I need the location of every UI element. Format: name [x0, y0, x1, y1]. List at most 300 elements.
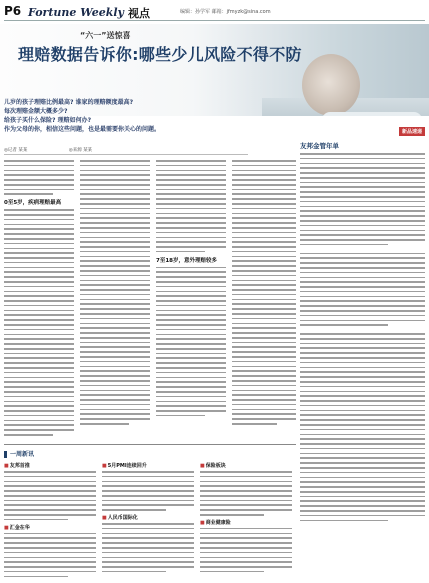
text-line	[300, 262, 425, 264]
text-line	[156, 367, 226, 369]
text-line	[200, 481, 292, 483]
text-line	[300, 371, 425, 373]
text-line	[4, 338, 74, 340]
text-line	[4, 367, 74, 369]
text-line	[80, 184, 150, 186]
text-line	[300, 215, 425, 217]
text-line	[80, 208, 150, 210]
text-line	[232, 280, 296, 282]
header-divider	[4, 20, 425, 21]
text-line	[4, 324, 74, 326]
text-line	[300, 158, 425, 160]
text-line	[232, 203, 296, 205]
text-line	[300, 177, 425, 179]
text-line	[4, 214, 74, 216]
text-line	[232, 342, 296, 344]
text-line	[300, 481, 425, 483]
text-line	[300, 362, 425, 364]
body-column-2	[80, 160, 150, 428]
text-line	[102, 481, 194, 483]
text-line	[300, 443, 425, 445]
text-line	[300, 520, 388, 522]
text-line	[80, 237, 150, 239]
text-line	[156, 415, 205, 417]
text-line	[80, 390, 150, 392]
text-line	[4, 576, 68, 578]
text-line	[156, 410, 226, 412]
text-line	[232, 327, 296, 329]
text-line	[300, 457, 425, 459]
text-line	[232, 423, 277, 425]
text-line	[300, 500, 425, 502]
text-line	[4, 189, 74, 191]
bottom-divider	[4, 444, 296, 445]
text-line	[156, 391, 226, 393]
text-line	[300, 410, 425, 412]
text-line	[232, 174, 296, 176]
text-line	[232, 227, 296, 229]
text-line	[200, 504, 292, 506]
text-line	[4, 514, 96, 516]
byline-divider	[4, 154, 248, 155]
text-line	[156, 314, 226, 316]
text-line	[4, 248, 74, 250]
text-line	[300, 234, 425, 236]
text-line	[232, 213, 296, 215]
text-line	[102, 476, 194, 478]
text-line	[4, 566, 96, 568]
bottom-column-2	[102, 460, 194, 576]
text-line	[300, 424, 425, 426]
text-line	[300, 352, 425, 354]
text-line	[4, 420, 74, 422]
text-line	[300, 310, 425, 312]
text-line	[4, 291, 74, 293]
text-line	[156, 305, 226, 307]
text-line	[300, 286, 425, 288]
text-line	[232, 346, 296, 348]
intro-line: 每次理赔金额大概多少?	[4, 108, 68, 115]
text-line	[200, 500, 292, 502]
text-line	[232, 375, 296, 377]
text-line	[4, 490, 96, 492]
text-line	[300, 434, 425, 436]
text-line	[300, 347, 425, 349]
text-line	[300, 191, 425, 193]
text-line	[156, 281, 226, 283]
body-column-3	[156, 160, 226, 420]
text-line	[300, 296, 425, 298]
text-line	[4, 571, 96, 573]
text-line	[4, 174, 74, 176]
text-line	[156, 170, 226, 172]
text-line	[80, 394, 150, 396]
text-line	[300, 438, 425, 440]
text-line	[80, 170, 150, 172]
text-line	[300, 305, 425, 307]
text-line	[80, 203, 150, 205]
text-line	[200, 571, 264, 573]
text-line	[156, 396, 226, 398]
text-line	[200, 547, 292, 549]
text-line	[102, 485, 194, 487]
text-line	[80, 327, 150, 329]
text-line	[4, 429, 74, 431]
text-line	[200, 495, 292, 497]
text-line	[4, 252, 74, 254]
text-line	[80, 189, 150, 191]
text-line	[4, 228, 74, 230]
text-line	[156, 267, 226, 269]
text-line	[80, 222, 150, 224]
text-line	[4, 537, 96, 539]
text-line	[4, 184, 74, 186]
text-line	[200, 476, 292, 478]
sidebar	[300, 118, 425, 578]
text-line	[232, 409, 296, 411]
text-line	[232, 380, 296, 382]
text-line	[156, 193, 226, 195]
text-line	[4, 500, 96, 502]
text-line	[200, 537, 292, 539]
text-line	[4, 300, 74, 302]
text-line	[156, 334, 226, 336]
text-line	[4, 377, 74, 379]
text-line	[300, 186, 425, 188]
text-line	[232, 232, 296, 234]
text-line	[300, 391, 425, 393]
text-line	[80, 217, 150, 219]
text-line	[200, 528, 292, 530]
text-line	[4, 415, 74, 417]
text-line	[4, 485, 96, 487]
text-line	[80, 275, 150, 277]
text-line	[300, 419, 425, 421]
text-line	[80, 284, 150, 286]
text-line	[156, 213, 226, 215]
text-line	[80, 303, 150, 305]
text-line	[4, 314, 74, 316]
news-item: ■5月PMI连续回升	[102, 463, 147, 469]
text-line	[4, 495, 96, 497]
text-line	[4, 334, 74, 336]
text-line	[232, 275, 296, 277]
text-line	[156, 246, 226, 248]
text-line	[80, 423, 129, 425]
text-line	[156, 237, 226, 239]
text-line	[300, 429, 425, 431]
text-line	[80, 409, 150, 411]
text-line	[80, 165, 150, 167]
section-marker-icon	[4, 451, 7, 458]
text-line	[4, 343, 74, 345]
text-line	[102, 471, 194, 473]
text-line	[232, 289, 296, 291]
text-line	[80, 351, 150, 353]
text-line	[156, 203, 226, 205]
text-line	[4, 295, 74, 297]
text-line	[80, 265, 150, 267]
text-line	[300, 153, 425, 155]
text-line	[200, 471, 292, 473]
text-line	[232, 323, 296, 325]
text-line	[300, 230, 425, 232]
text-line	[156, 217, 226, 219]
text-line	[4, 547, 96, 549]
text-line	[300, 405, 425, 407]
byline	[4, 147, 248, 153]
text-line	[102, 528, 194, 530]
text-line	[232, 193, 296, 195]
text-line	[4, 542, 96, 544]
text-line	[156, 179, 226, 181]
text-line	[80, 174, 150, 176]
text-line	[80, 375, 150, 377]
text-line	[80, 251, 150, 253]
text-line	[4, 504, 96, 506]
text-line	[232, 270, 296, 272]
text-line	[4, 271, 74, 273]
text-line	[156, 310, 226, 312]
text-line	[200, 485, 292, 487]
text-line	[80, 356, 150, 358]
text-line	[156, 232, 226, 234]
text-line	[80, 404, 150, 406]
text-line	[200, 514, 264, 516]
text-line	[80, 299, 150, 301]
text-line	[4, 262, 74, 264]
text-line	[4, 405, 74, 407]
text-line	[4, 233, 74, 235]
text-line	[4, 552, 96, 554]
text-line	[80, 308, 150, 310]
text-line	[300, 338, 425, 340]
text-line	[300, 491, 425, 493]
text-line	[4, 476, 96, 478]
text-line	[232, 170, 296, 172]
text-line	[4, 481, 96, 483]
text-line	[4, 165, 74, 167]
text-line	[232, 399, 296, 401]
text-line	[300, 281, 425, 283]
text-line	[200, 542, 292, 544]
text-line	[4, 286, 74, 288]
text-line	[80, 160, 150, 162]
text-line	[300, 267, 425, 269]
text-line	[102, 571, 166, 573]
text-line	[156, 357, 226, 359]
text-line	[232, 246, 296, 248]
text-line	[102, 561, 194, 563]
section-subhead: 7至18岁，意外理赔较多	[156, 257, 217, 264]
text-line	[232, 390, 296, 392]
header-meta: 编辑：孙学军 邮箱：jfmyzk@sina.com	[180, 9, 271, 15]
text-line	[80, 241, 150, 243]
text-line	[300, 163, 425, 165]
text-line	[80, 179, 150, 181]
text-line	[156, 343, 226, 345]
text-line	[80, 337, 150, 339]
text-line	[4, 471, 96, 473]
text-line	[300, 333, 425, 335]
text-line	[4, 533, 96, 535]
text-line	[4, 519, 68, 521]
text-line	[102, 557, 194, 559]
news-item: ■汇金在华	[4, 524, 30, 531]
intro-line: 给孩子买什么保险? 理赔如何办?	[4, 117, 92, 124]
text-line	[156, 184, 226, 186]
text-line	[4, 561, 96, 563]
text-line	[300, 386, 425, 388]
text-line	[156, 295, 226, 297]
text-line	[156, 222, 226, 224]
text-line	[300, 320, 425, 322]
text-line	[300, 477, 425, 479]
text-line	[80, 332, 150, 334]
text-line	[232, 208, 296, 210]
brand-title: Fortune Weekly	[28, 6, 124, 19]
bottom-section-label: 一周新讯	[10, 451, 35, 458]
text-line	[200, 557, 292, 559]
text-line	[200, 533, 292, 535]
text-line	[102, 566, 194, 568]
text-line	[4, 372, 74, 374]
text-line	[80, 227, 150, 229]
sidebar-heading	[300, 141, 425, 150]
text-line	[80, 399, 150, 401]
text-line	[4, 509, 96, 511]
section-subhead: 0至5岁，疾病理赔最高	[4, 200, 62, 207]
text-line	[300, 367, 425, 369]
text-line	[232, 370, 296, 372]
text-line	[232, 260, 296, 262]
text-line	[300, 472, 425, 474]
byline-source: ◎来源 某某	[68, 148, 93, 153]
text-line	[4, 386, 74, 388]
news-item: ■商业健康险	[200, 519, 231, 526]
text-line	[4, 281, 74, 283]
text-line	[102, 490, 194, 492]
text-line	[156, 189, 226, 191]
headline-kicker: “六一”送惊喜	[80, 31, 131, 40]
text-line	[300, 206, 425, 208]
text-line	[4, 219, 74, 221]
sidebar-badge: 新品速递	[399, 127, 425, 136]
text-line	[80, 361, 150, 363]
text-line	[156, 386, 226, 388]
text-line	[4, 391, 74, 393]
text-line	[102, 509, 166, 511]
text-line	[156, 286, 226, 288]
text-line	[156, 381, 226, 383]
bottom-column-3	[200, 460, 292, 576]
text-line	[80, 385, 150, 387]
text-line	[80, 346, 150, 348]
text-line	[4, 353, 74, 355]
text-line	[300, 453, 425, 455]
text-line	[80, 366, 150, 368]
text-line	[156, 291, 226, 293]
text-line	[102, 537, 194, 539]
body-column-1	[4, 160, 74, 439]
text-line	[300, 486, 425, 488]
text-line	[232, 385, 296, 387]
text-line	[300, 515, 425, 517]
text-line	[300, 172, 425, 174]
text-line	[300, 210, 425, 212]
body-column-4	[232, 160, 296, 428]
text-line	[156, 377, 226, 379]
text-line	[232, 241, 296, 243]
text-line	[80, 260, 150, 262]
text-line	[300, 196, 425, 198]
text-line	[232, 303, 296, 305]
blanket-shape	[322, 112, 422, 116]
text-line	[80, 270, 150, 272]
text-line	[156, 401, 226, 403]
text-line	[80, 342, 150, 344]
text-line	[156, 329, 226, 331]
text-line	[4, 160, 74, 162]
intro-block	[4, 98, 244, 134]
text-line	[80, 246, 150, 248]
text-line	[300, 272, 425, 274]
text-line	[156, 165, 226, 167]
text-line	[4, 557, 96, 559]
text-line	[232, 351, 296, 353]
text-line	[300, 300, 425, 302]
text-line	[300, 167, 425, 169]
text-line	[102, 504, 194, 506]
text-line	[300, 462, 425, 464]
text-line	[232, 198, 296, 200]
text-line	[232, 413, 296, 415]
sidebar-item-title: 友邦金管年单	[300, 142, 339, 150]
text-line	[4, 329, 74, 331]
text-line	[232, 265, 296, 267]
child-head-shape	[302, 54, 360, 116]
text-line	[232, 361, 296, 363]
text-line	[80, 418, 150, 420]
text-line	[156, 372, 226, 374]
text-line	[300, 244, 388, 246]
text-line	[102, 542, 194, 544]
text-line	[232, 237, 296, 239]
text-line	[232, 294, 296, 296]
text-line	[4, 381, 74, 383]
text-line	[232, 222, 296, 224]
text-line	[156, 405, 226, 407]
text-line	[80, 256, 150, 258]
text-line	[156, 319, 226, 321]
text-line	[232, 356, 296, 358]
news-item: ■友邦首推	[4, 463, 30, 469]
text-line	[4, 193, 53, 195]
text-line	[156, 362, 226, 364]
text-line	[80, 323, 150, 325]
text-line	[300, 201, 425, 203]
section-name: 视点	[128, 7, 150, 20]
text-line	[300, 505, 425, 507]
text-line	[300, 414, 425, 416]
text-line	[4, 310, 74, 312]
text-line	[4, 357, 74, 359]
text-line	[232, 165, 296, 167]
text-line	[80, 413, 150, 415]
text-line	[300, 182, 425, 184]
text-line	[80, 380, 150, 382]
text-line	[200, 509, 292, 511]
